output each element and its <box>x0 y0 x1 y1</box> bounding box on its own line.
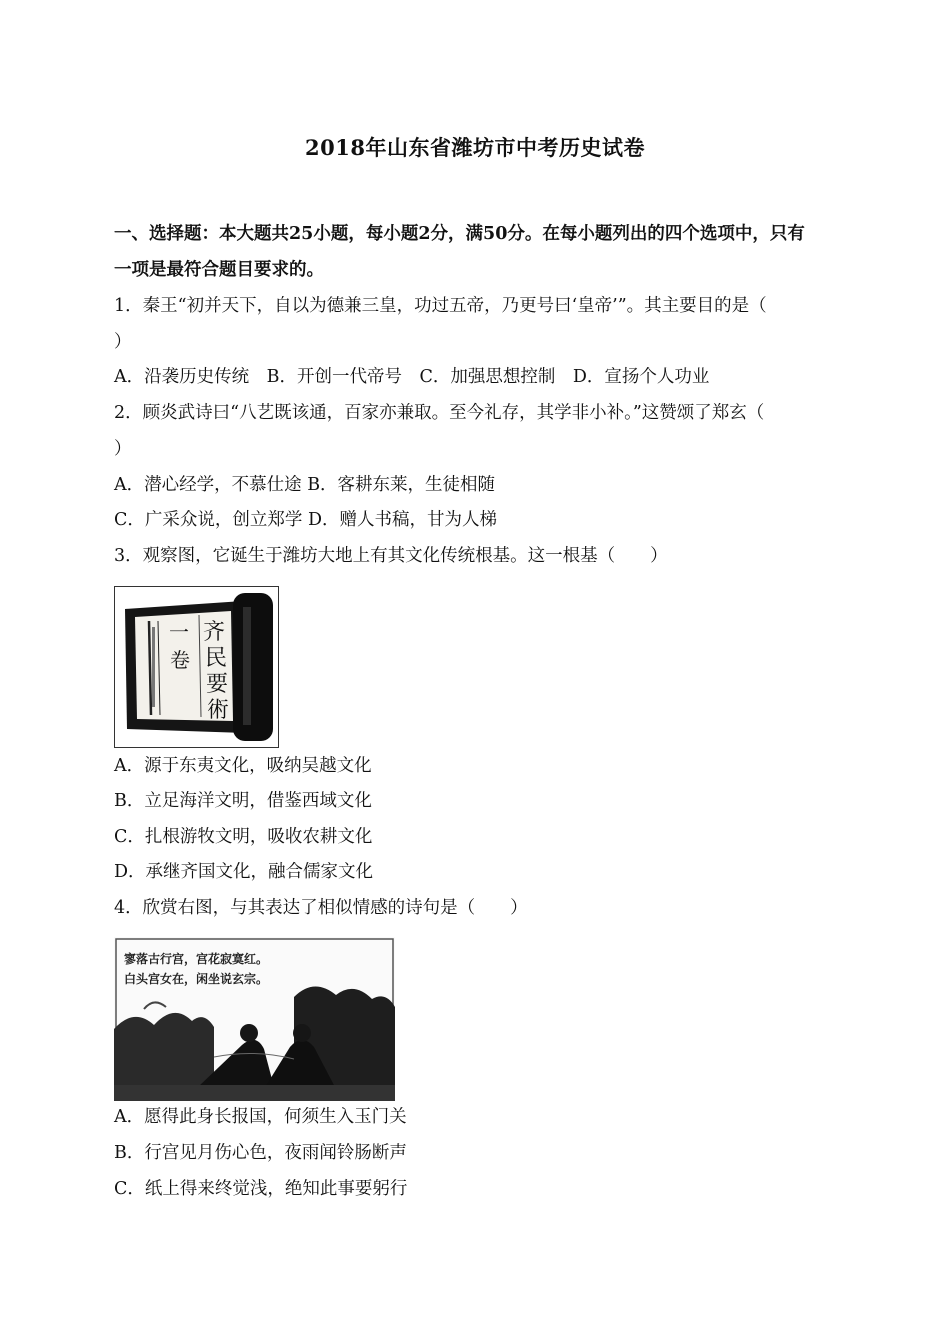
section-heading-line-1: 一、选择题：本大题共25小题，每小题2分，满50分。在每小题列出的四个选项中，只有 <box>114 224 805 244</box>
book-title-char-3: 要 <box>206 672 229 697</box>
question-2-stem-end: ） <box>114 439 132 459</box>
question-2-options-row-2: C．广采众说，创立郑学 D．赠人书稿，甘为人梯 <box>114 510 497 530</box>
poem-line-2: 白头宫女在，闲坐说玄宗。 <box>124 972 269 986</box>
question-1-options: A．沿袭历史传统 B．开创一代帝号 C．加强思想控制 D．宣扬个人功业 <box>114 367 710 387</box>
question-4-option-a: A．愿得此身长报国，何须生入玉门关 <box>114 1107 407 1127</box>
book-title-char-4: 術 <box>207 698 230 723</box>
page-title: 2018年山东省潍坊市中考历史试卷 <box>305 135 645 160</box>
question-1-stem-end: ） <box>114 332 132 352</box>
question-3-option-d: D．承继齐国文化，融合儒家文化 <box>114 862 374 882</box>
book-side-char-2: 卷 <box>170 648 190 672</box>
question-1-stem: 1．秦王“初并天下，自以为德兼三皇，功过五帝，乃更号曰‘皇帝’”。其主要目的是（ <box>114 296 767 316</box>
question-3-option-a: A．源于东夷文化，吸纳吴越文化 <box>114 756 372 776</box>
book-side-char-1: 一 <box>169 620 189 644</box>
qimin-yaoshu-book-image <box>114 586 279 748</box>
poem-line-1: 寥落古行宫，宫花寂寞红。 <box>124 952 269 966</box>
question-4-stem: 4．欣赏右图，与其表达了相似情感的诗句是（ ） <box>114 898 528 918</box>
question-2-options-row-1: A．潜心经学，不慕仕途 B．客耕东莱，生徒相随 <box>114 475 496 495</box>
question-4-option-c: C．纸上得来终觉浅，绝知此事要躬行 <box>114 1179 408 1199</box>
question-3-stem: 3．观察图，它诞生于潍坊大地上有其文化传统根基。这一根基（ ） <box>114 546 668 566</box>
question-4-option-b: B．行宫见月伤心色，夜雨闻铃肠断声 <box>114 1143 407 1163</box>
question-3-option-c: C．扎根游牧文明，吸收农耕文化 <box>114 827 373 847</box>
question-3-option-b: B．立足海洋文明，借鉴西域文化 <box>114 791 372 811</box>
palace-maids-painting-image <box>114 937 395 1101</box>
book-title-char-1: 齐 <box>203 620 226 645</box>
book-title-char-2: 民 <box>205 646 228 671</box>
question-2-stem: 2．顾炎武诗曰“八艺既该通，百家亦兼取。至今礼存，其学非小补。”这赞颂了郑玄（ <box>114 403 765 423</box>
section-heading-line-2: 一项是最符合题目要求的。 <box>114 260 324 280</box>
